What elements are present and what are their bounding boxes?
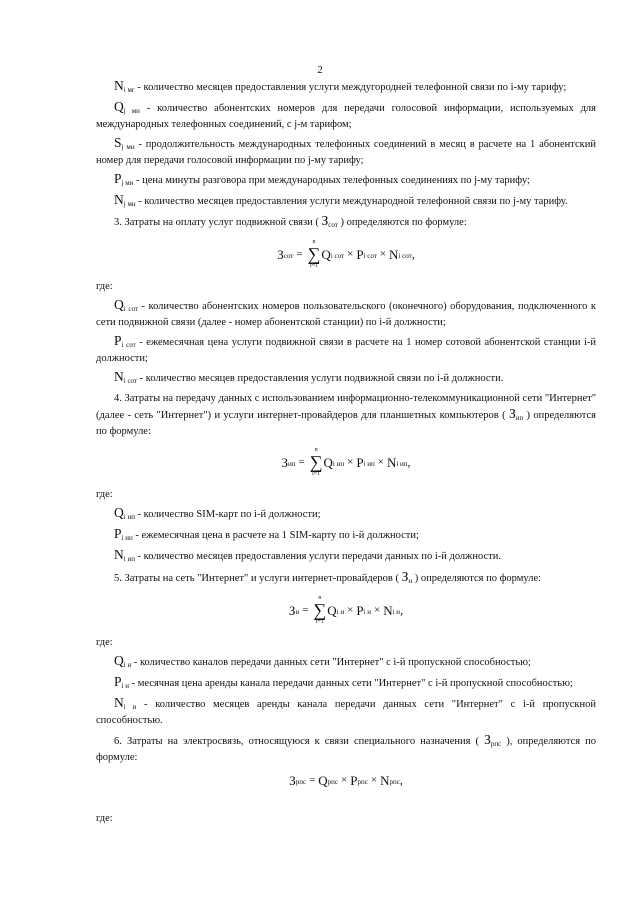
formula-internet-tablets: З ип = n ∑ i=1 Q i ип × P i ип × N i ип , xyxy=(281,446,411,477)
definition-item: Pj мн - цена минуты разговора при международных телефонных соединениях по j-му тарифу; xyxy=(114,171,530,187)
definition-item: Pi сот - ежемесячная цена услуги подвижной связи в расчете на 1 номер сотовой абонентской станции i-й должности; xyxy=(96,333,596,364)
where-label: где: xyxy=(96,813,113,824)
sum-symbol: n ∑ i=1 xyxy=(309,446,323,477)
sum-symbol: n ∑ i=1 xyxy=(313,594,327,625)
definition-item: Qi ип - количество SIM-карт по i-й должности; xyxy=(114,505,321,521)
definition-item: Ni сот - количество месяцев предоставления услуги подвижной связи по i-й должности. xyxy=(114,369,504,385)
sum-symbol: n ∑ i=1 xyxy=(307,238,321,269)
section-4-intro: 4. Затраты на передачу данных с использованием информационно-телекоммуникационной сети "Интернет" (далее - сеть "Интернет") и услуги интернет-провайдеров для планшетных компьютеров ( Зип ) определяются по формуле: xyxy=(96,393,596,437)
definition-item: Pi ип - ежемесячная цена в расчете на 1 SIM-карту по i-й должности; xyxy=(114,526,419,542)
definition-item: Pi и - месячная цена аренды канала передачи данных сети "Интернет" с i-й пропускной способностью; xyxy=(114,674,573,690)
definition-item: Ni и - количество месяцев аренды канала передачи данных сети "Интернет" с i-й пропускной способностью. xyxy=(96,695,596,726)
definition-item: Qi сот - количество абонентских номеров пользовательского (оконечного) оборудования, подключенного к сети подвижной связи (далее - номер абонентской станции) по i-й должности; xyxy=(96,297,596,328)
formula-internet: З и = n ∑ i=1 Q i и × P i и × N i и , xyxy=(288,594,404,625)
formula-special-communication: З рпс = Q рпс × P рпс × N рпс , xyxy=(289,772,403,788)
document-body xyxy=(96,78,596,826)
section-6-intro: 6. Затраты на электросвязь, относящуюся к связи специального назначения ( Зрпс ), определяются по формуле: xyxy=(96,732,596,763)
where-label: где: xyxy=(96,281,113,292)
where-label: где: xyxy=(96,489,113,500)
definition-item: Sj мн - продолжительность международных телефонных соединений в месяц в расчете на 1 абонентский номер для передачи голосовой информации по j-му тарифу; xyxy=(96,135,596,166)
definition-item: Nj мн - количество месяцев предоставления услуги международной телефонной связи по j-му тарифу. xyxy=(114,192,568,208)
definition-item: Qi и - количество каналов передачи данных сети "Интернет" с i-й пропускной способностью; xyxy=(114,653,531,669)
page-number: 2 xyxy=(317,64,323,76)
where-label: где: xyxy=(96,637,113,648)
definition-item: Qj мн - количество абонентских номеров для передачи голосовой информации, используемых для международных телефонных соединений, с j-м тарифом; xyxy=(96,99,596,130)
definition-item: Ni ип - количество месяцев предоставления услуги передачи данных по i-й должности. xyxy=(114,547,502,563)
section-3-intro: 3. Затраты на оплату услуг подвижной связи ( Зсот ) определяются по формуле: xyxy=(114,213,467,229)
section-5-intro: 5. Затраты на сеть "Интернет" и услуги интернет-провайдеров ( Зи ) определяются по формуле: xyxy=(114,569,542,585)
formula-mobile: З сот = n ∑ i=1 Q i сот × P i сот × N i сот , xyxy=(277,238,415,269)
definition-item: Ni мг - количество месяцев предоставления услуги междугородней телефонной связи по i-му тарифу; xyxy=(114,78,567,94)
